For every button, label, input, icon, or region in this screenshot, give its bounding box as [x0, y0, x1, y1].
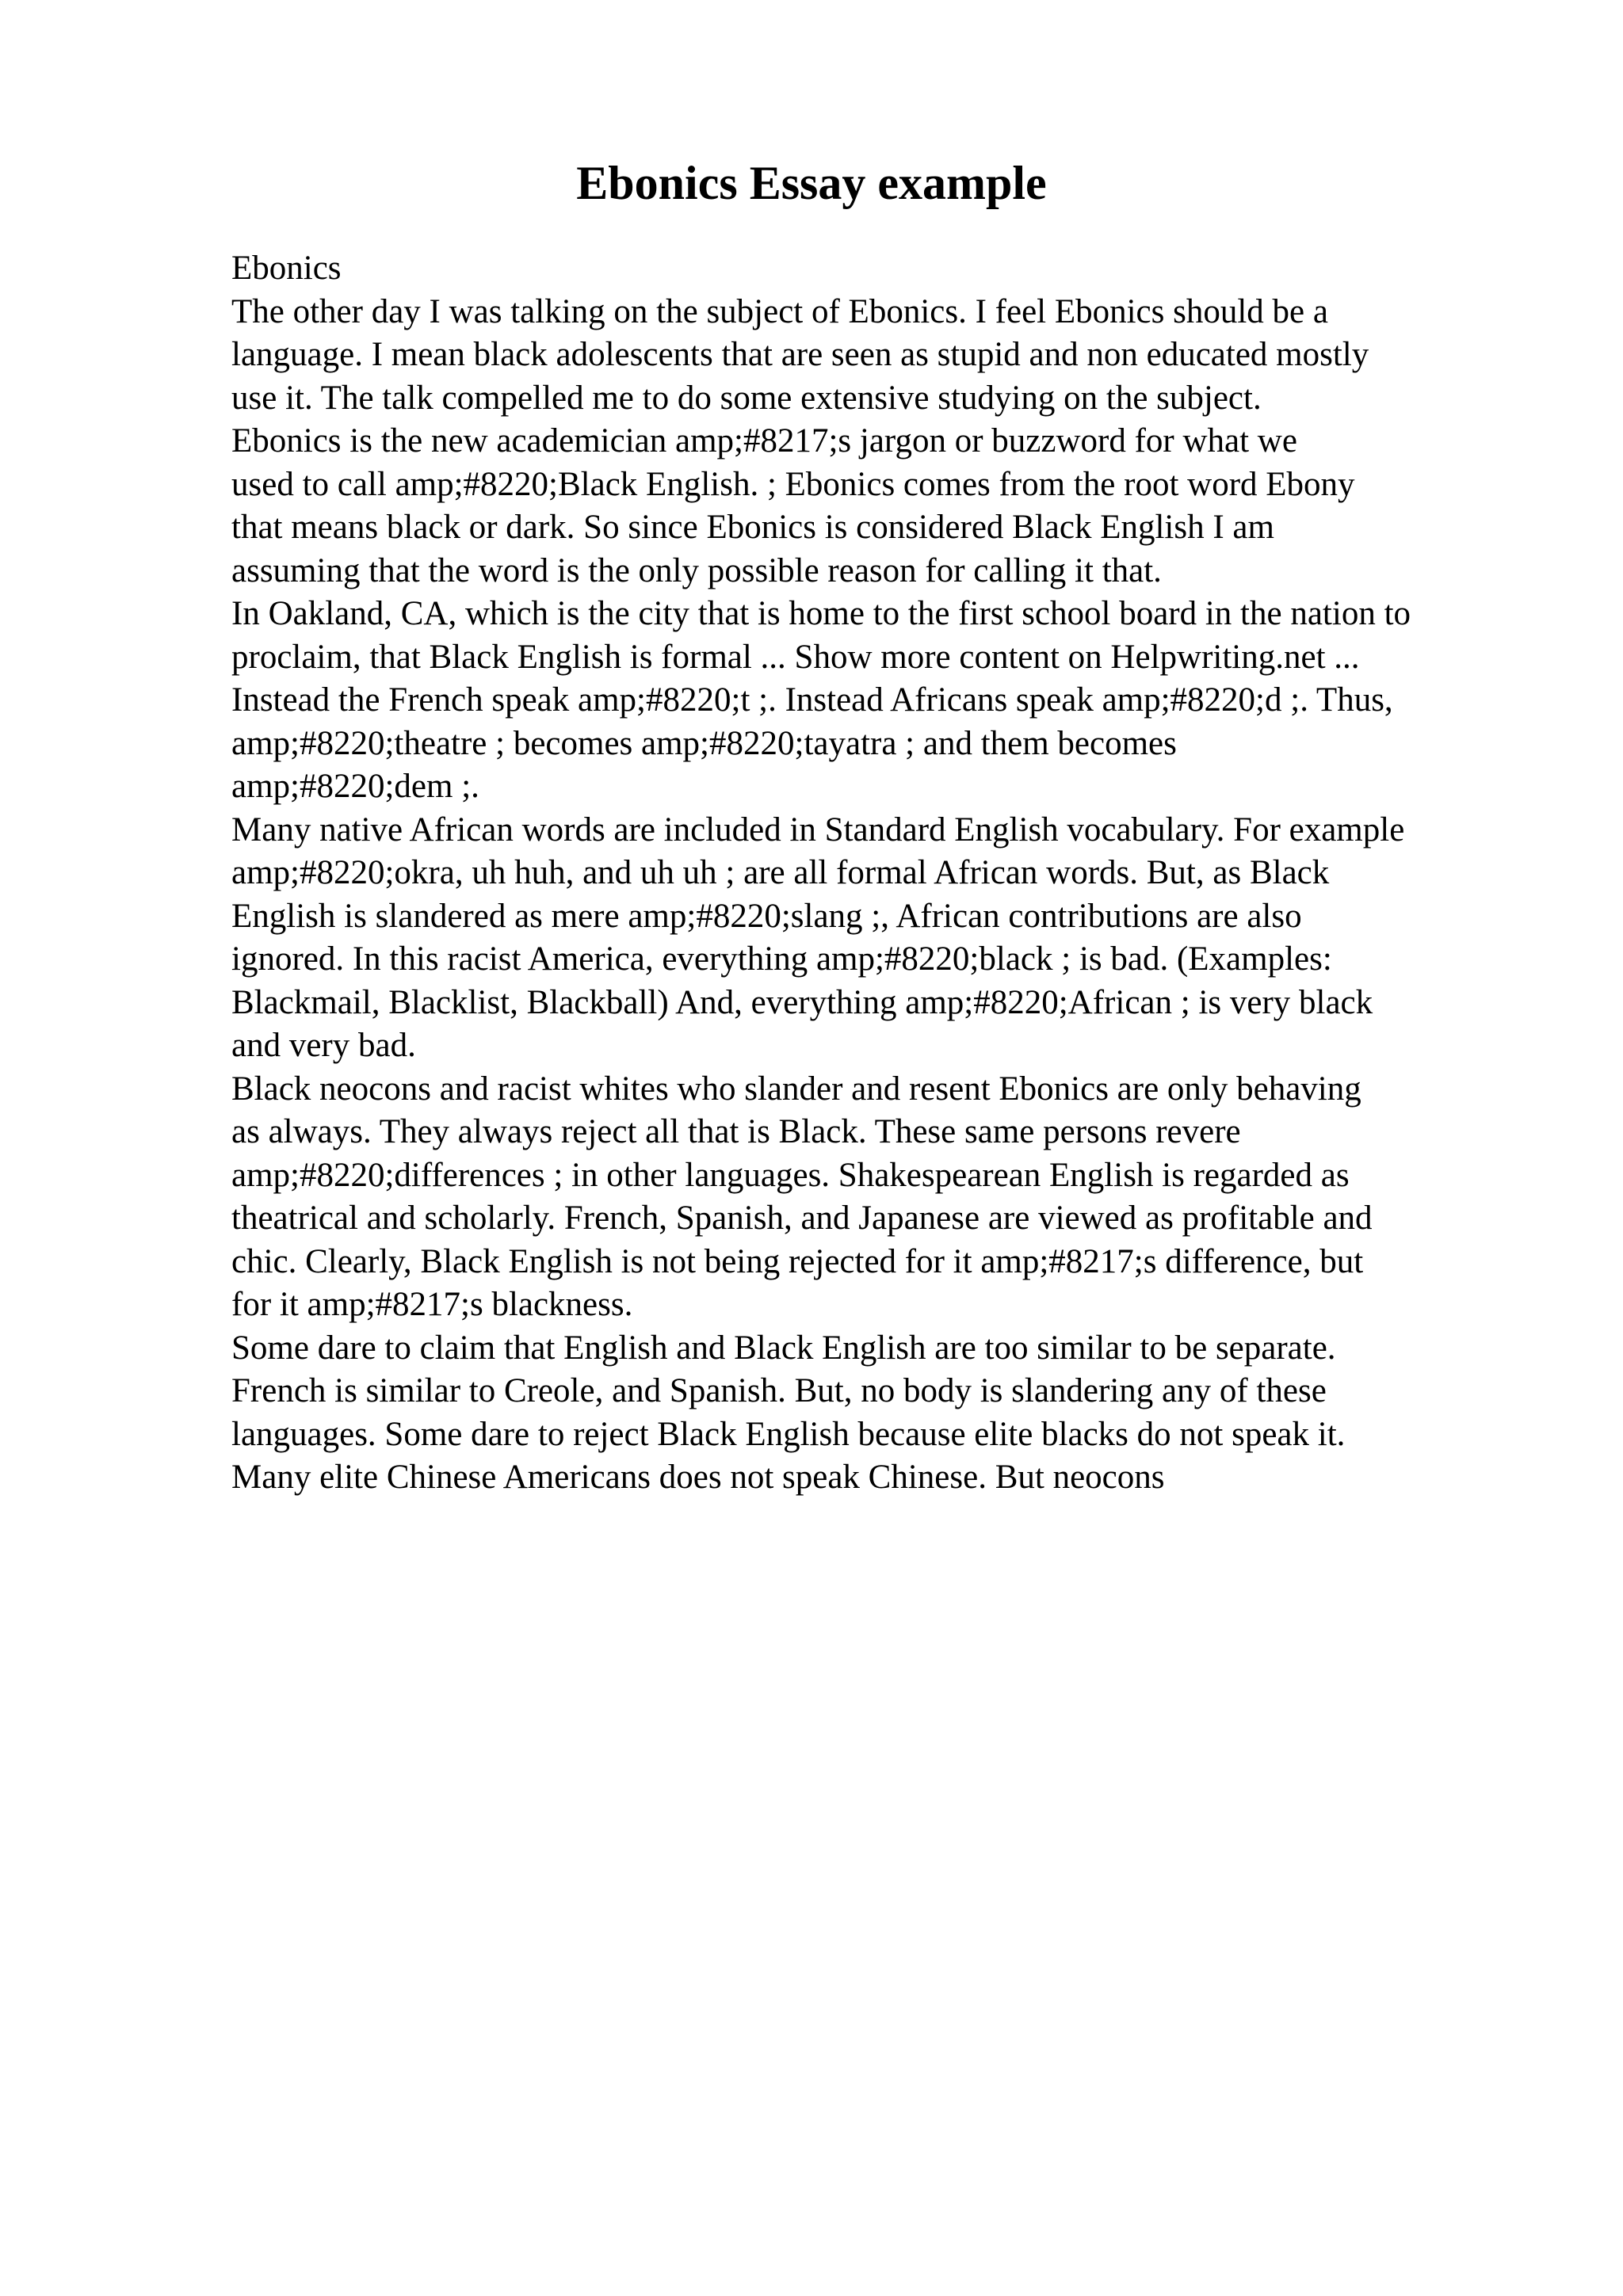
text-line: and very bad.: [231, 1027, 416, 1064]
document-title: Ebonics Essay example: [576, 157, 1047, 209]
text-line: French is similar to Creole, and Spanish. But, no body is slandering any of these: [231, 1372, 1327, 1409]
text-line: Many elite Chinese Americans does not speak Chinese. But neocons: [231, 1459, 1165, 1496]
text-line: for it amp;#8217;s blackness.: [231, 1286, 633, 1323]
text-line: Blackmail, Blacklist, Blackball) And, everything amp;#8220;African ; is very black: [231, 983, 1373, 1021]
text-line: used to call amp;#8220;Black English. ; Ebonics comes from the root word Ebony: [231, 465, 1355, 503]
text-line: Instead the French speak amp;#8220;t ;. Instead Africans speak amp;#8220;d ;. Thus,: [231, 681, 1393, 719]
text-line: languages. Some dare to reject Black English because elite blacks do not speak it.: [231, 1415, 1346, 1453]
text-line: The other day I was talking on the subject of Ebonics. I feel Ebonics should be a: [231, 292, 1328, 330]
document-body: [231, 247, 1531, 1500]
text-line: assuming that the word is the only possible reason for calling it that.: [231, 551, 1162, 589]
text-line: In Oakland, CA, which is the city that is home to the first school board in the nation to: [231, 595, 1411, 632]
text-line: as always. They always reject all that is Black. These same persons revere: [231, 1113, 1241, 1150]
text-line: Ebonics is the new academician amp;#8217;s jargon or buzzword for what we: [231, 422, 1297, 460]
text-line: English is slandered as mere amp;#8220;slang ;, African contributions are also: [231, 897, 1302, 935]
text-line: amp;#8220;okra, uh huh, and uh uh ; are all formal African words. But, as Black: [231, 854, 1330, 891]
text-line: that means black or dark. So since Ebonics is considered Black English I am: [231, 509, 1274, 546]
text-line: amp;#8220;differences ; in other languages. Shakespearean English is regarded as: [231, 1156, 1350, 1194]
text-line: theatrical and scholarly. French, Spanish, and Japanese are viewed as profitable and: [231, 1199, 1373, 1237]
text-line: Many native African words are included in Standard English vocabulary. For example: [231, 810, 1405, 849]
text-line: amp;#8220;dem ;.: [231, 768, 479, 805]
text-line: chic. Clearly, Black English is not being rejected for it amp;#8217;s difference, but: [231, 1242, 1364, 1280]
text-line: Some dare to claim that English and Black English are too similar to be separate.: [231, 1329, 1336, 1367]
text-line: use it. The talk compelled me to do some extensive studying on the subject.: [231, 379, 1262, 417]
text-line: language. I mean black adolescents that are seen as stupid and non educated mostly: [231, 336, 1369, 373]
text-line: proclaim, that Black English is formal ... Show more content on Helpwriting.net ...: [231, 638, 1360, 676]
text-line: amp;#8220;theatre ; becomes amp;#8220;tayatra ; and them becomes: [231, 724, 1177, 762]
text-line: Ebonics: [231, 250, 342, 287]
text-line: ignored. In this racist America, everything amp;#8220;black ; is bad. (Examples:: [231, 940, 1332, 978]
text-line: Black neocons and racist whites who slander and resent Ebonics are only behaving: [231, 1070, 1361, 1108]
